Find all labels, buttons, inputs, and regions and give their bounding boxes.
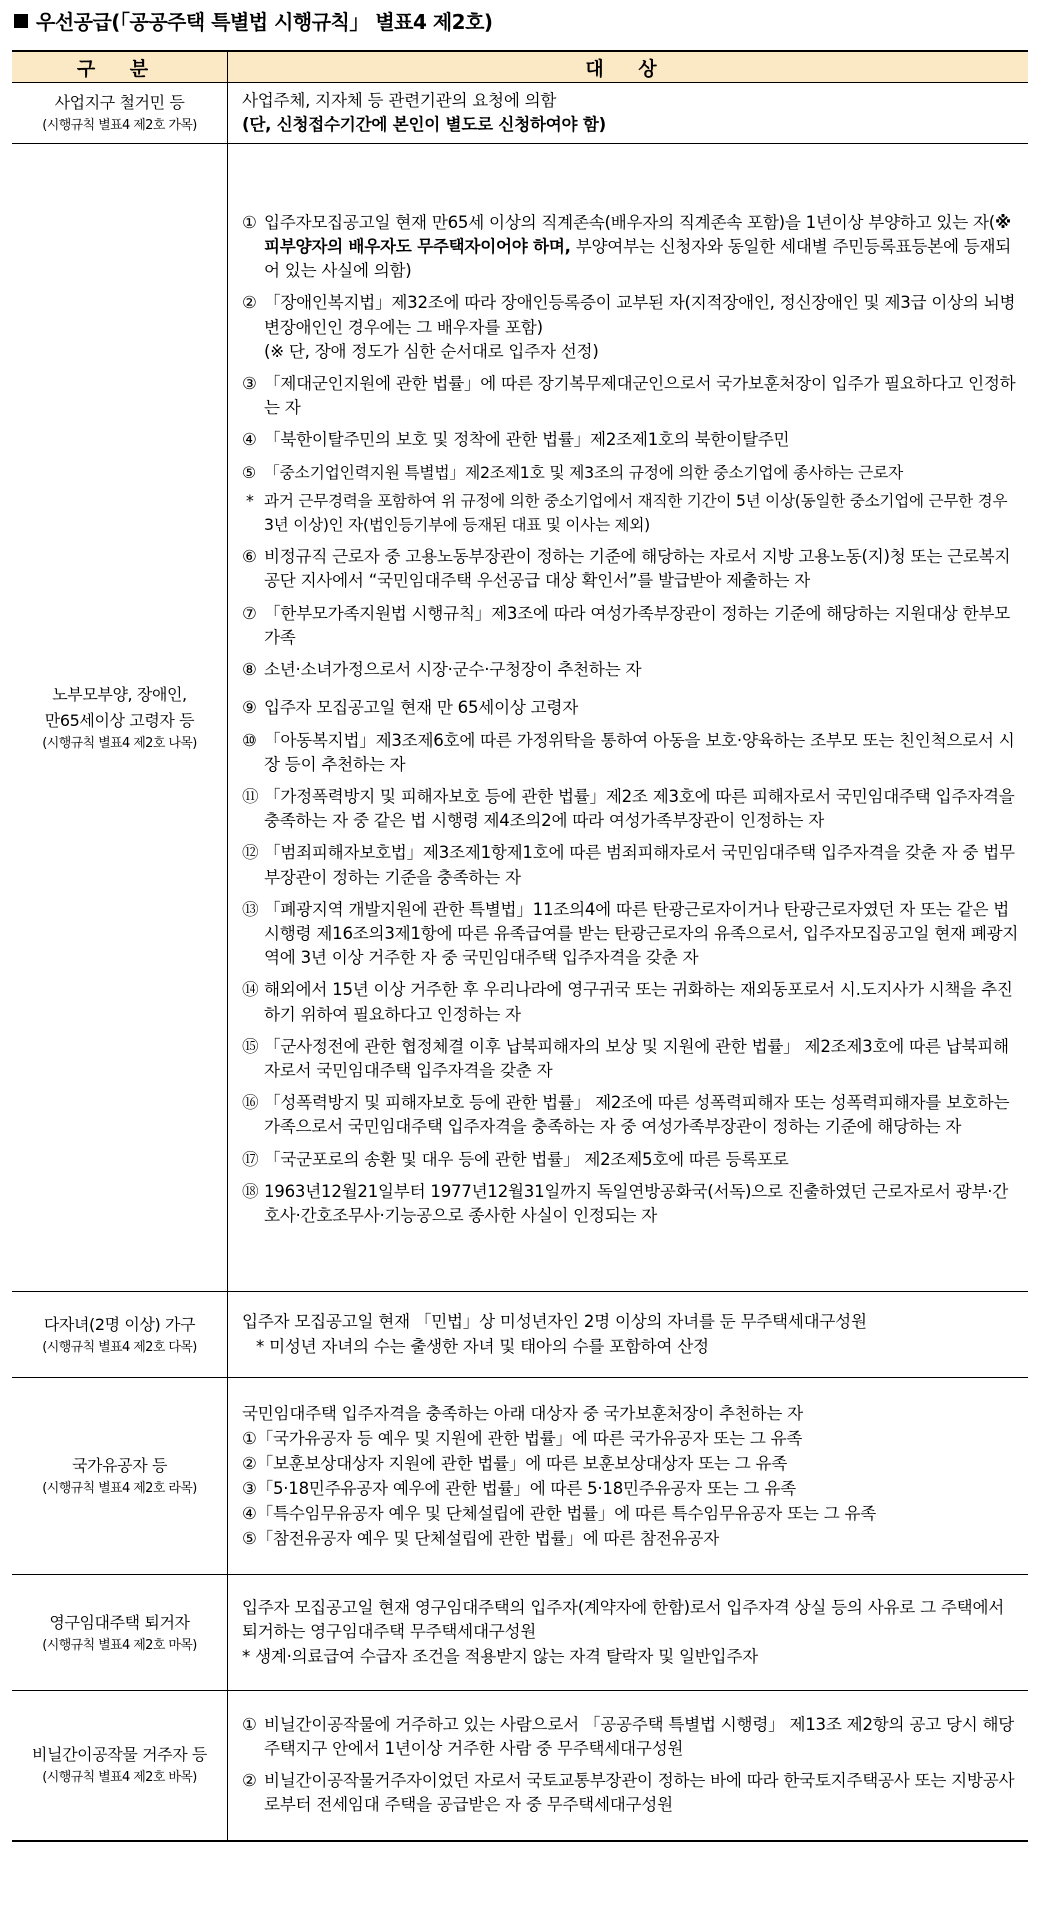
table-row (12, 1575, 1028, 1691)
category-name: 만65세이상 고령자 등 (44, 710, 195, 730)
category-name: 노부모부양, 장애인, (52, 684, 187, 704)
category-rule: (시행규칙 별표4 제2호 마목) (42, 1637, 197, 1653)
category-name: 비닐간이공작물 거주자 등 (32, 1745, 207, 1765)
category-rule: (시행규칙 별표4 제2호 가목) (42, 118, 197, 133)
category-cell (12, 1378, 228, 1575)
list-item: ④ 「북한이탈주민의 보호 및 정착에 관한 법률」제2조제1호의 북한이탈주민 (242, 430, 790, 450)
target-note: * 생계·의료급여 수급자 조건을 적용받지 않는 자격 탈락자 및 일반입주자 (242, 1646, 758, 1666)
target-text: ⑤「참전유공자 예우 및 단체설립에 관한 법률」에 따른 참전유공자 (242, 1529, 719, 1548)
section-title: 우선공급(「공공주택 특별법 시행규칙」 별표4 제2호) (14, 6, 493, 35)
header-category: 구 분 (12, 51, 228, 83)
list-item: ⑧ 소년·소녀가정으로서 시장·군수·구청장이 추천하는 자 (242, 660, 642, 680)
category-name: 사업지구 철거민 등 (54, 93, 185, 112)
target-text: 국민임대주택 입주자격을 충족하는 아래 대상자 중 국가보훈처장이 추천하는 자 (242, 1404, 803, 1423)
square-bullet-icon (14, 14, 28, 28)
list-item: ⑩ 「아동복지법」제3조제6호에 따른 가정위탁을 통하여 아동을 보호·양육하는 조부모 또는 친인척으로서 시장 등이 추천하는 자 (242, 730, 1015, 774)
target-text: 입주자 모집공고일 현재 「민법」상 미성년자인 2명 이상의 자녀를 둔 무주택세대구성원 (242, 1312, 867, 1332)
list-item: ⑭ 해외에서 15년 이상 거주한 후 우리나라에 영구귀국 또는 귀화하는 재외동포로서 시.도지사가 시책을 추진하기 위하여 필요하다고 인정하는 자 (242, 980, 1013, 1024)
target-cell (228, 83, 1029, 144)
table-row (12, 1292, 1028, 1378)
list-item: ⑫ 「범죄피해자보호법」제3조제1항제1호에 따른 범죄피해자로서 국민임대주택 입주자격을 갖춘 자 중 법무부장관이 정하는 기준을 충족하는 자 (242, 843, 1015, 887)
list-item: ⑪ 「가정폭력방지 및 피해자보호 등에 관한 법률」제2조 제3호에 따른 피해자로서 국민임대주택 입주자격을 충족하는 자 중 같은 법 시행령 제4조의2에 따라 여성가족부장관이 인정하는 자 (242, 786, 1015, 831)
list-item: ② 「장애인복지법」제32조에 따라 장애인등록증이 교부된 자(지적장애인, 정신장애인 및 제3급 이상의 뇌병변장애인인 경우에는 그 배우자를 포함) (※ 단, 장애 정도가 심한 순서대로 입주자 선정) (242, 293, 1016, 361)
target-text: ④「특수임무유공자 예우 및 단체설립에 관한 법률」에 따른 특수임무유공자 또는 그 유족 (242, 1504, 877, 1523)
category-cell (12, 1691, 228, 1841)
target-text: 입주자 모집공고일 현재 영구임대주택의 입주자(계약자에 한함)로서 입주자격 상실 등의 사유로 그 주택에서 퇴거하는 영구임대주택 무주택세대구성원 (242, 1598, 1005, 1642)
priority-supply-table (12, 50, 1028, 1842)
target-cell (228, 1691, 1029, 1841)
target-cell (228, 1575, 1029, 1691)
header-target: 대 상 (228, 51, 1029, 83)
table-row (12, 83, 1028, 144)
list-item: ⑦ 「한부모가족지원법 시행규칙」제3조에 따라 여성가족부장관이 정하는 기준에 해당하는 지원대상 한부모가족 (242, 603, 1010, 647)
table-row (12, 144, 1028, 1292)
category-rule: (시행규칙 별표4 제2호 바목) (42, 1770, 197, 1786)
list-item: ⑱ 1963년12월21일부터 1977년12월31일까지 독일연방공화국(서독)으로 진출하였던 근로자로서 광부·간호사·간호조무사·기능공으로 종사한 사실이 인정되는 자 (242, 1181, 1009, 1225)
category-rule: (시행규칙 별표4 제2호 나목) (42, 735, 197, 751)
list-item: ③ 「제대군인지원에 관한 법률」에 따른 장기복무제대군인으로서 국가보훈처장이 입주가 필요하다고 인정하는 자 (242, 374, 1016, 418)
list-item: ② 비닐간이공작물거주자이었던 자로서 국토교통부장관이 정하는 바에 따라 한국토지주택공사 또는 지방공사로부터 전세임대 주택을 공급받은 자 중 무주택세대구성원 (242, 1771, 1015, 1815)
target-text: 사업주체, 지자체 등 관련기관의 요청에 의함 (242, 90, 557, 110)
target-text: ③「5·18민주유공자 예우에 관한 법률」에 따른 5·18민주유공자 또는 그 유족 (242, 1479, 796, 1498)
list-item: ⑮ 「군사정전에 관한 협정체결 이후 납북피해자의 보상 및 지원에 관한 법률」 제2조제3호에 따른 납북피해자로서 국민임대주택 입주자격을 갖춘 자 (242, 1036, 1009, 1080)
category-name: 국가유공자 등 (71, 1456, 168, 1475)
category-rule: (시행규칙 별표4 제2호 다목) (42, 1339, 197, 1355)
list-item: ⑯ 「성폭력방지 및 피해자보호 등에 관한 법률」 제2조에 따른 성폭력피해자 또는 성폭력피해자를 보호하는 가족으로서 국민임대주택 입주자격을 충족하는 자 중 여성가족부장관이 정하는 기준에 해당하는 자 (242, 1093, 1010, 1137)
list-item: ⑰ 「국군포로의 송환 및 대우 등에 관한 법률」 제2조제5호에 따른 등록포로 (242, 1149, 789, 1169)
table-row (12, 1691, 1028, 1841)
category-cell (12, 1292, 228, 1378)
table-row (12, 1378, 1028, 1575)
list-item: ⑤ 「중소기업인력지원 특별법」제2조제1호 및 제3조의 규정에 의한 중소기업에 종사하는 근로자 (242, 462, 904, 482)
list-note: * 과거 근무경력을 포함하여 위 규정에 의한 중소기업에서 재직한 기간이 5년 이상(동일한 중소기업에 근무한 경우 3년 이상)인 자(법인등기부에 등재된 대표 및 이사는 제외) (246, 491, 1008, 535)
category-cell (12, 144, 228, 1292)
category-rule: (시행규칙 별표4 제2호 라목) (42, 1481, 197, 1496)
list-item: ① 비닐간이공작물에 거주하고 있는 사람으로서 「공공주택 특별법 시행령」 제13조 제2항의 공고 당시 해당 주택지구 안에서 1년이상 거주한 사람 중 무주택세대구성원 (242, 1714, 1015, 1759)
category-cell (12, 83, 228, 144)
target-text-bold: (단, 신청접수기간에 본인이 별도로 신청하여야 함) (242, 115, 606, 134)
category-cell (12, 1575, 228, 1691)
target-note: * 미성년 자녀의 수는 출생한 자녀 및 태아의 수를 포함하여 산정 (256, 1336, 709, 1356)
category-name: 영구임대주택 퇴거자 (49, 1612, 190, 1632)
list-item: ① 입주자모집공고일 현재 만65세 이상의 직계존속(배우자의 직계존속 포함)을 1년이상 부양하고 있는 자(※ 피부양자의 배우자도 무주택자이어야 하며, 부양여부는 신청자와 동일한 세대별 주민등록표등본에 등재되어 있는 사실에 의함) (242, 212, 1012, 281)
target-text: ②「보훈보상대상자 지원에 관한 법률」에 따른 보훈보상대상자 또는 그 유족 (242, 1454, 788, 1473)
list-item: ⑬ 「폐광지역 개발지원에 관한 특별법」11조의4에 따른 탄광근로자이거나 탄광근로자였던 자 또는 같은 법 시행령 제16조의3제1항에 따른 유족급여를 받는 탄광근로자의 유족으로서, 입주자모집공고일 현재 폐광지역에 3년 이상 거주한 자 중 국민임대주택 입주자격을 갖춘 자 (242, 899, 1019, 968)
list-item: ⑥ 비정규직 근로자 중 고용노동부장관이 정하는 기준에 해당하는 자로서 지방 고용노동(지)청 또는 근로복지공단 지사에서 “국민임대주택 우선공급 대상 확인서”를 발급받아 제출하는 자 (242, 547, 1011, 591)
table-header-row (12, 51, 1028, 83)
target-cell (228, 144, 1029, 1292)
target-text: ①「국가유공자 등 예우 및 지원에 관한 법률」에 따른 국가유공자 또는 그 유족 (242, 1429, 803, 1448)
target-cell (228, 1378, 1029, 1575)
category-name: 다자녀(2명 이상) 가구 (43, 1314, 196, 1334)
list-item: ⑨ 입주자 모집공고일 현재 만 65세이상 고령자 (242, 698, 578, 718)
target-cell (228, 1292, 1029, 1378)
